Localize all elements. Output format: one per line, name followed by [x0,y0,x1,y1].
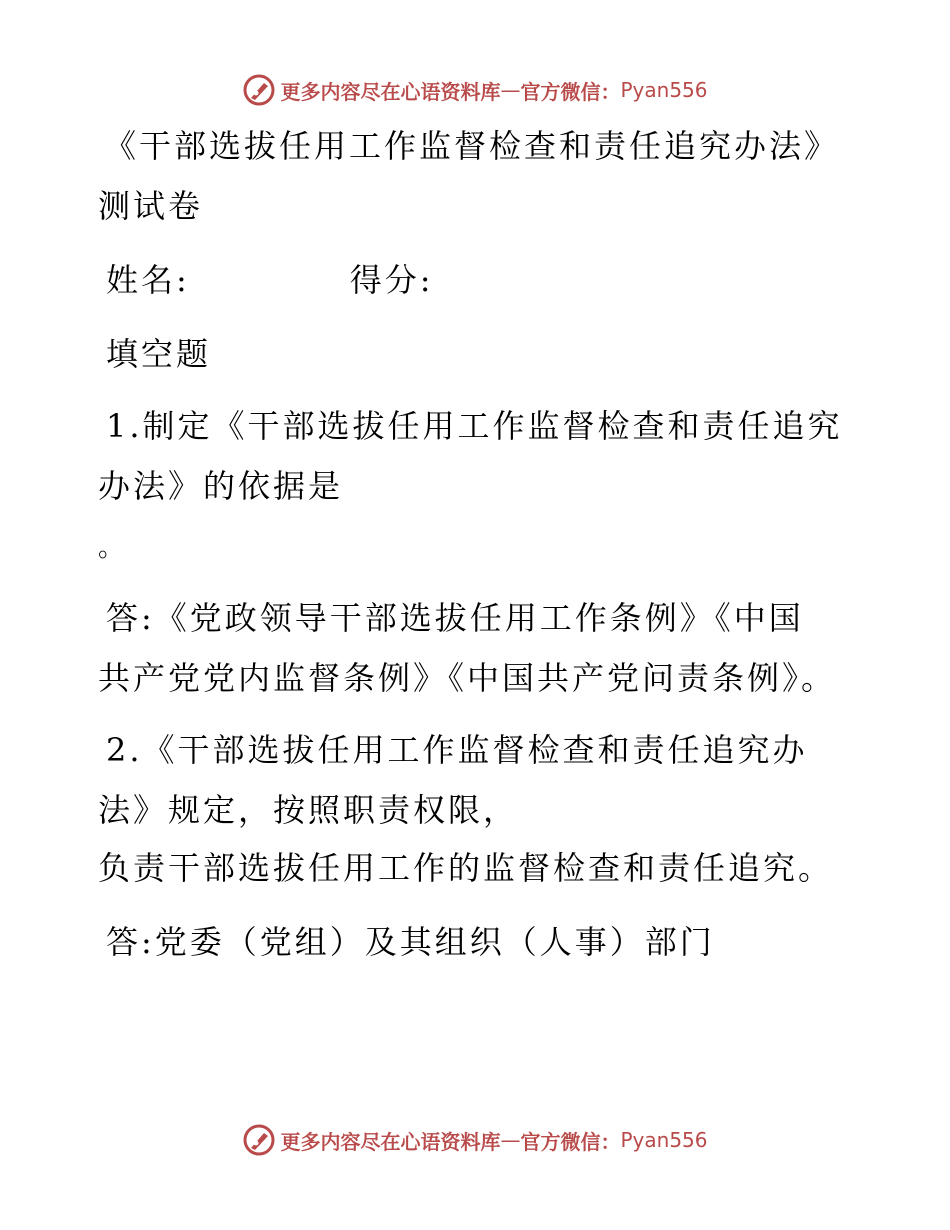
a2-line1: 答:党委（党组）及其组织（人事）部门 [106,923,715,961]
pen-logo-icon [242,1123,276,1157]
watermark-separator: — [500,78,521,102]
q2-line2: 法》规定，按照职责权限， [98,791,519,829]
footer-watermark [0,1122,950,1158]
q1-line2: 办法》的依据是 [98,467,344,505]
watermark-id: Pyan556 [620,78,708,102]
watermark-text: 更多内容尽在心语资料库 [280,79,501,104]
watermark-id: Pyan556 [620,1128,708,1152]
q1-line3: 。 [98,533,128,563]
q1-line1: 1.制定《干部选拔任用工作监督检查和责任追究 [106,407,843,445]
name-score-row [106,260,434,300]
doc-title-line1: 《干部选拔任用工作监督检查和责任追究办法》 [104,127,840,165]
doc-title-line2: 测试卷 [98,187,204,225]
watermark-label: 官方微信： [520,1129,621,1154]
watermark-label: 官方微信： [520,79,621,104]
watermark-text: 更多内容尽在心语资料库 [280,1129,501,1154]
q2-line3: 负责干部选拔任用工作的监督检查和责任追究。 [98,849,834,887]
score-label: 得分: [349,261,434,299]
section-heading: 填空题 [106,335,212,373]
a1-line1: 答:《党政领导干部选拔任用工作条例》《中国 [106,599,804,637]
name-label: 姓名: [106,261,190,299]
header-watermark [0,72,950,108]
a1-line2: 共产党党内监督条例》《中国共产党问责条例》。 [98,659,837,697]
pen-logo-icon [242,73,276,107]
watermark-separator: — [500,1128,521,1152]
q2-line1: 2.《干部选拔任用工作监督检查和责任追究办 [106,731,808,769]
